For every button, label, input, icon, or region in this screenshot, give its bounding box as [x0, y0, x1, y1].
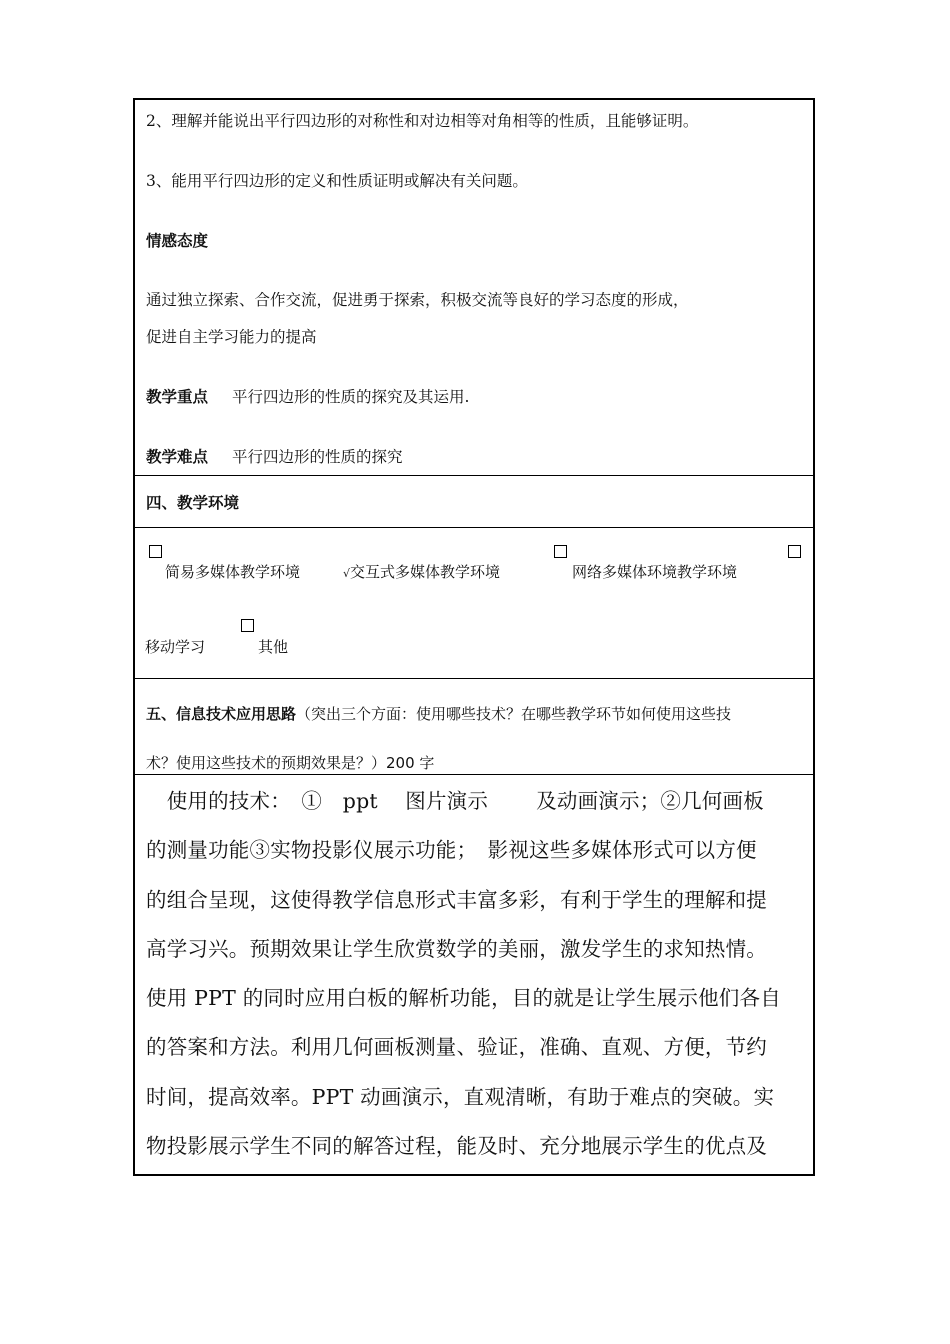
option-other-label: 其他 — [258, 638, 289, 656]
difficulty-point — [146, 446, 805, 468]
option-network-checkbox[interactable] — [554, 545, 567, 558]
key-point — [146, 386, 805, 408]
option-simple-checkbox[interactable] — [149, 545, 162, 558]
affect-line-1: 通过独立探索、合作交流，促进勇于探索，积极交流等良好的学习态度的形成， — [146, 291, 689, 309]
option-other-checkbox[interactable] — [241, 619, 254, 632]
environment-heading: 四、教学环境 — [146, 494, 240, 512]
option-interactive-label: 交互式多媒体教学环境 — [350, 563, 501, 581]
difficulty-label: 教学难点 — [146, 448, 209, 466]
key-point-value: 平行四边形的性质的探究及其运用. — [232, 388, 470, 406]
option-network-label: 网络多媒体环境教学环境 — [572, 563, 738, 581]
environment-options-row — [135, 527, 813, 678]
objective-item-3: 3、能用平行四边形的定义和性质证明或解决有关问题。 — [146, 172, 528, 190]
it-plan-body-row — [135, 774, 813, 1174]
option-mobile-label: 移动学习 — [145, 638, 206, 656]
option-mobile-checkbox[interactable] — [788, 545, 801, 558]
body-line: 时间，提高效率。PPT 动画演示，直观清晰，有助于难点的突破。实 — [146, 1084, 775, 1109]
body-line: 的组合呈现，这使得教学信息形式丰富多彩，有利于学生的理解和提 — [146, 887, 767, 912]
option-simple-label: 简易多媒体教学环境 — [165, 563, 301, 581]
environment-heading-row — [135, 475, 813, 527]
it-plan-heading-row — [135, 678, 813, 774]
objectives-row — [135, 100, 813, 475]
it-plan-body — [146, 777, 806, 1171]
it-plan-heading-title: 五、信息技术应用思路 — [146, 705, 297, 723]
affect-heading: 情感态度 — [146, 232, 209, 250]
body-line: 的测量功能③实物投影仪展示功能； 影视这些多媒体形式可以方便 — [146, 838, 757, 863]
it-plan-heading-note-1: （突出三个方面：使用哪些技术？在哪些教学环节如何使用这些技 — [296, 705, 732, 723]
body-line: 高学习兴。预期效果让学生欣赏数学的美丽，激发学生的求知热情。 — [146, 936, 767, 961]
difficulty-value: 平行四边形的性质的探究 — [232, 448, 403, 466]
affect-line-2: 促进自主学习能力的提高 — [146, 328, 317, 346]
body-line: 使用的技术： ① ppt 图片演示 及动画演示；②几何画板 — [146, 789, 764, 813]
body-line: 物投影展示学生不同的解答过程，能及时、充分地展示学生的优点及 — [146, 1134, 767, 1159]
objective-item-2: 2、理解并能说出平行四边形的对称性和对边相等对角相等的性质，且能够证明。 — [146, 112, 699, 130]
it-plan-heading-note-2: 术？使用这些技术的预期效果是？）200 字 — [146, 754, 435, 772]
check-mark-icon: √ — [343, 567, 351, 580]
body-line: 使用 PPT 的同时应用白板的解析功能，目的就是让学生展示他们各自 — [146, 986, 781, 1011]
option-interactive[interactable] — [343, 561, 500, 582]
body-line: 的答案和方法。利用几何画板测量、验证，准确、直观、方便，节约 — [146, 1035, 767, 1060]
lesson-plan-table — [133, 98, 815, 1176]
key-point-label: 教学重点 — [146, 388, 209, 406]
